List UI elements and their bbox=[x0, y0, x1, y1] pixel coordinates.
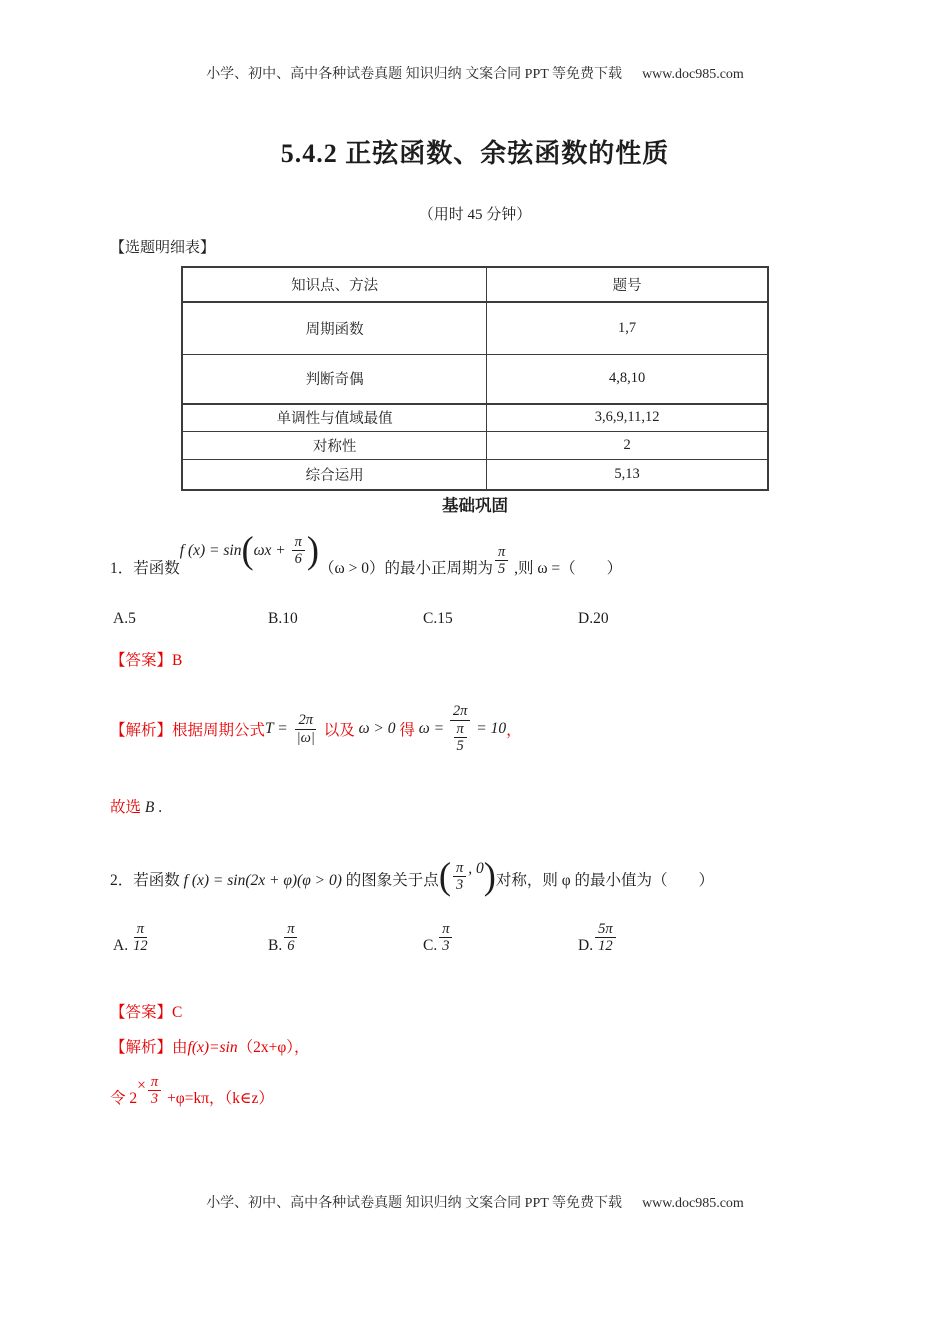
footer-site-url: www.doc985.com bbox=[642, 1196, 744, 1211]
omega-positive-condition: ω > 0 bbox=[358, 720, 396, 737]
page-footer bbox=[0, 1192, 950, 1212]
q1-answer bbox=[110, 648, 182, 670]
q1-options bbox=[113, 610, 733, 628]
q2-analysis-line1: 【解析】由f(x)=sin（2x+φ）， bbox=[110, 1039, 310, 1056]
table-cell-topic: 周期函数 bbox=[182, 302, 487, 354]
duration-note: （用时 45 分钟） bbox=[418, 207, 532, 223]
right-paren: ) bbox=[483, 855, 496, 898]
footer-promo-text: 小学、初中、高中各种试卷真题 知识归纳 文案合同 PPT 等免费下载 bbox=[206, 1196, 623, 1211]
left-paren: ( bbox=[438, 855, 451, 898]
selection-table-label: 【选题明细表】 bbox=[110, 240, 216, 256]
right-paren: ) bbox=[306, 529, 320, 572]
symmetry-point: ( $\frac{\pi}{3}$ , 0 ) bbox=[438, 855, 496, 898]
table-cell-questions: 4,8,10 bbox=[487, 354, 768, 404]
answer-label: 【答案】 bbox=[110, 1004, 173, 1021]
q1-conclusion: 故选 B . bbox=[110, 799, 163, 816]
q2-analysis-line2: 令 2 × $\frac{\pi}{3}$ +φ=kπ，（k∈z） bbox=[110, 1073, 274, 1108]
left-paren: ( bbox=[241, 529, 254, 572]
answer-letter: C bbox=[172, 1004, 183, 1021]
period-formula: T = $\frac{2\pi}{|\omega|}$ bbox=[265, 712, 320, 746]
table-header-questions: 题号 bbox=[487, 267, 768, 302]
pi-over-6-fraction: $\frac{\pi}{6}$ bbox=[292, 534, 305, 568]
table-cell-questions: 3,6,9,11,12 bbox=[487, 404, 768, 431]
table-row bbox=[182, 302, 768, 354]
table-cell-topic: 判断奇偶 bbox=[182, 354, 487, 404]
table-cell-topic: 单调性与值域最值 bbox=[182, 404, 487, 431]
table-cell-topic: 综合运用 bbox=[182, 459, 487, 490]
page-header bbox=[0, 63, 950, 83]
q2-tail-text: 对称，则 φ 的最小值为（ ） bbox=[495, 872, 715, 889]
topic-question-table bbox=[181, 266, 769, 491]
pi-over-5-fraction: $\frac{\pi}{5}$ bbox=[495, 544, 508, 578]
nested-fraction: $\frac{2\pi}{\frac{\pi}{5}}$ bbox=[450, 703, 471, 755]
q2-answer bbox=[110, 1000, 182, 1022]
q2-options bbox=[113, 903, 733, 955]
conclusion-letter: B bbox=[141, 799, 155, 816]
table-header-row bbox=[182, 267, 768, 302]
q1-lead-text: 1．若函数 bbox=[110, 560, 180, 577]
section-heading: 基础巩固 bbox=[442, 497, 508, 515]
q2-option-c: C. $\frac{\pi}{3}$ bbox=[423, 903, 578, 955]
table-cell-topic: 对称性 bbox=[182, 431, 487, 459]
q1-option-a: A. 5 bbox=[113, 610, 136, 627]
answer-letter: B bbox=[172, 652, 183, 669]
multiplication-sign: × bbox=[137, 1077, 146, 1094]
q1-tail-text: ,则 ω =（ ） bbox=[510, 560, 623, 577]
pi-over-3-fraction: $\frac{\pi}{3}$ bbox=[453, 860, 466, 894]
q1-option-b: B. 10 bbox=[268, 610, 298, 627]
header-site-url: www.doc985.com bbox=[642, 67, 744, 82]
q2-function-formula: f (x) = sin(2x + φ)(φ > 0) bbox=[183, 872, 342, 889]
question-1 bbox=[110, 516, 622, 578]
table-header-topic: 知识点、方法 bbox=[182, 267, 487, 302]
table-cell-questions: 5,13 bbox=[487, 459, 768, 490]
q2-option-b: B. $\frac{\pi}{6}$ bbox=[268, 903, 423, 955]
q1-option-d: D. 20 bbox=[578, 610, 609, 627]
table-cell-questions: 1,7 bbox=[487, 302, 768, 354]
q2-lead-text: 2．若函数 bbox=[110, 872, 184, 889]
header-promo-text: 小学、初中、高中各种试卷真题 知识归纳 文案合同 PPT 等免费下载 bbox=[206, 67, 623, 82]
table-row bbox=[182, 354, 768, 404]
question-2 bbox=[110, 822, 715, 898]
q1-option-c: C. 15 bbox=[423, 610, 453, 627]
answer-label: 【答案】 bbox=[110, 652, 173, 669]
q1-analysis: 【解析】 根据周期公式 T = $\frac{2\pi}{|\omega|}$ 以及 ω > 0 得 ω = $\frac{2\pi}{\frac{\pi}{5}}$ = 10 ， bbox=[110, 702, 522, 755]
q2-option-a: A. $\frac{\pi}{12}$ bbox=[113, 920, 148, 955]
table-cell-questions: 2 bbox=[487, 431, 768, 459]
q1-mid-text: （ω > 0）的最小正周期为 bbox=[319, 560, 493, 577]
q1-function-formula: f (x) = sin ( ωx + $\frac{\pi}{6}$ ) bbox=[179, 529, 320, 572]
table-row bbox=[182, 404, 768, 431]
q2-option-d: D. $\frac{5\pi}{12}$ bbox=[578, 903, 733, 955]
omega-solution-formula: ω = $\frac{2\pi}{\frac{\pi}{5}}$ = 10 bbox=[418, 702, 507, 755]
two-pi-over-omega-fraction: $\frac{2\pi}{|\omega|}$ bbox=[296, 711, 315, 746]
table-row bbox=[182, 431, 768, 459]
pi-over-3-fraction: $\frac{\pi}{3}$ bbox=[148, 1074, 161, 1108]
analysis-label: 【解析】 bbox=[110, 722, 173, 739]
page-title: 5.4.2 正弦函数、余弦函数的性质 bbox=[280, 139, 670, 168]
table-row bbox=[182, 459, 768, 490]
q2-mid-text: 的图象关于点 bbox=[341, 872, 439, 889]
